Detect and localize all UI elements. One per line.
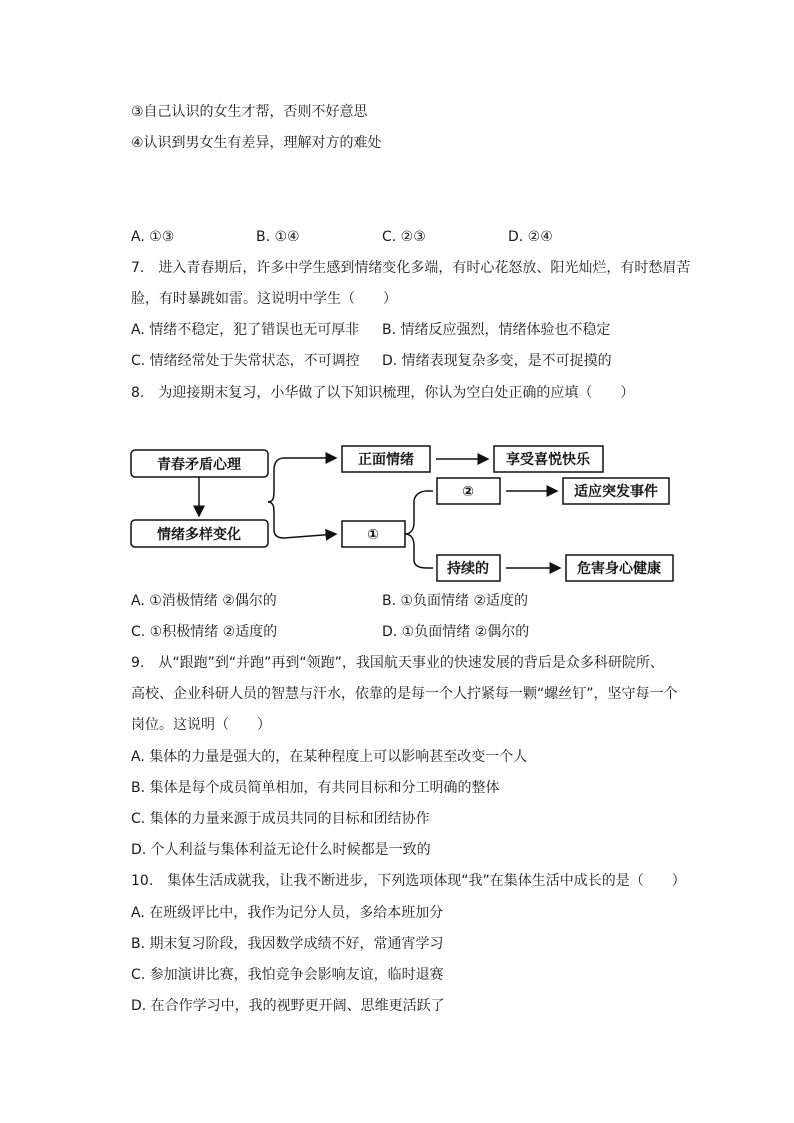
q10-option-c: C. 参加演讲比赛，我怕竞争会影响友谊，临时退赛 (131, 967, 444, 983)
box-blank-1: ① (367, 527, 379, 543)
q8-option-b: B. ①负面情绪 ②适度的 (382, 593, 529, 609)
box-enjoy: 享受喜悦快乐 (506, 452, 590, 468)
q6-option-b: B. ①④ (256, 229, 300, 245)
brace-lower (268, 502, 284, 538)
q10-option-d: D. 在合作学习中，我的视野更开阔、思维更活跃了 (131, 998, 445, 1014)
q10-option-a: A. 在班级评比中，我作为记分人员，多给本班加分 (131, 905, 444, 921)
box-youth: 青春矛盾心理 (157, 457, 241, 473)
q7-option-a: A. 情绪不稳定，犯了错误也无可厚非 (131, 322, 360, 338)
q8-option-a: A. ①消极情绪 ②偶尔的 (131, 593, 277, 609)
q9-option-b: B. 集体是每个成员简单相加，有共同目标和分工明确的整体 (131, 780, 500, 796)
brace-upper (268, 458, 284, 502)
q6-option-d: D. ②④ (508, 229, 553, 245)
box-adapt: 适应突发事件 (574, 484, 658, 500)
q9-stem-line-1: 9. 从“跟跑”到“并跑”再到“领跑”，我国航天事业的快速发展的背后是众多科研院所、 (131, 655, 664, 671)
brace2-upper (405, 491, 427, 534)
q9-stem-line-2: 高校、企业科研人员的智慧与汗水，依靠的是每一个人拧紧每一颗“螺丝钉”，坚守每一个 (131, 686, 678, 702)
q7-option-b: B. 情绪反应强烈，情绪体验也不稳定 (382, 322, 611, 338)
box-emotion-variety: 情绪多样变化 (157, 527, 241, 543)
box-lasting: 持续的 (447, 561, 489, 577)
q8-option-d: D. ①负面情绪 ②偶尔的 (382, 624, 530, 640)
q10-stem: 10. 集体生活成就我，让我不断进步，下列选项体现“我”在集体生活中成长的是（ ） (131, 873, 686, 889)
box-harm: 危害身心健康 (577, 561, 661, 577)
box-blank-2: ② (462, 484, 474, 500)
q6-option-a: A. ①③ (131, 229, 175, 245)
q7-stem-line-1: 7. 进入青春期后，许多中学生感到情绪变化多端，有时心花怒放、阳光灿烂，有时愁眉苦 (131, 260, 691, 276)
q7-stem-line-2: 脸，有时暴跳如雷。这说明中学生（ ） (131, 291, 397, 307)
q9-option-d: D. 个人利益与集体利益无论什么时候都是一致的 (131, 842, 431, 858)
brace2-lower (405, 534, 427, 568)
arrow-to-blank1 (284, 534, 336, 538)
box-positive: 正面情绪 (358, 452, 414, 468)
q8-option-c: C. ①积极情绪 ②适度的 (131, 624, 278, 640)
q8-stem: 8. 为迎接期末复习，小华做了以下知识梳理，你认为空白处正确的应填（ ） (131, 385, 635, 401)
q7-option-c: C. 情绪经常处于失常状态，不可调控 (131, 353, 360, 369)
q6-item-3: ③自己认识的女生才帮，否则不好意思 (131, 104, 368, 120)
q9-option-c: C. 集体的力量来源于成员共同的目标和团结协作 (131, 811, 430, 827)
q6-item-4: ④认识到男女生有差异，理解对方的难处 (131, 135, 382, 151)
q7-option-d: D. 情绪表现复杂多变，是不可捉摸的 (382, 353, 612, 369)
q10-option-b: B. 期末复习阶段，我因数学成绩不好，常通宵学习 (131, 936, 444, 952)
q6-option-c: C. ②③ (382, 229, 426, 245)
q9-option-a: A. 集体的力量是强大的，在某种程度上可以影响甚至改变一个人 (131, 749, 528, 765)
q9-stem-line-3: 岗位。这说明（ ） (131, 717, 271, 733)
